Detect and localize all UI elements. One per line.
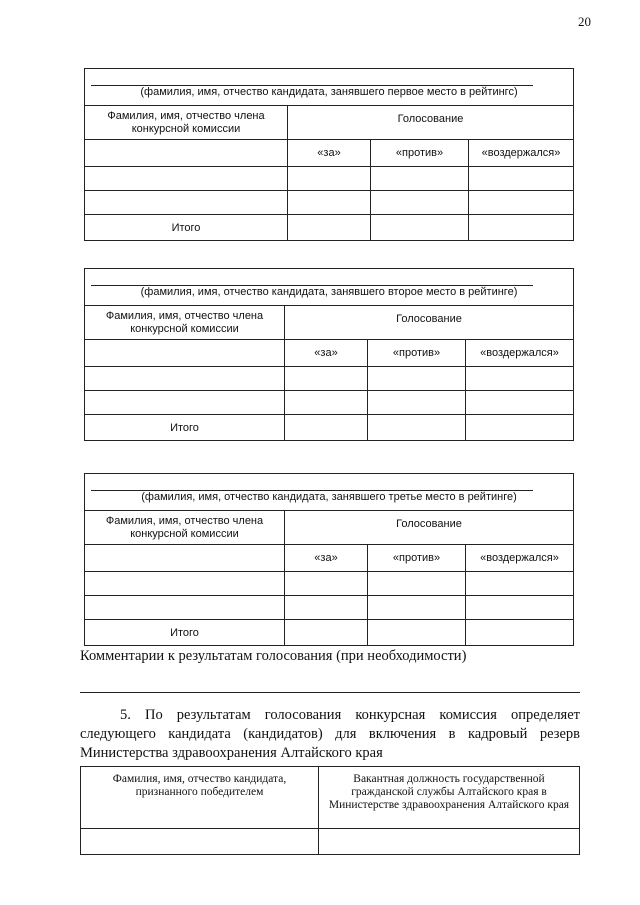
comments-label: Комментарии к результатам голосования (при необходимости)	[80, 648, 467, 664]
vote-grid	[84, 105, 574, 241]
col-against-header: «против»	[371, 140, 469, 167]
candidate-name-field	[84, 473, 574, 510]
table-row	[85, 367, 574, 391]
table-row	[85, 191, 574, 215]
total-label: Итого	[85, 415, 285, 441]
vote-grid	[84, 510, 574, 646]
table-row	[85, 167, 574, 191]
vote-table-third-place	[84, 473, 574, 646]
col-abstain-header: «воздержался»	[469, 140, 574, 167]
page-number: 20	[578, 14, 591, 29]
col-for-header: «за»	[288, 140, 371, 167]
table-row	[85, 572, 574, 596]
candidate-name-field	[84, 68, 574, 105]
col-against-header: «против»	[368, 545, 466, 572]
member-cell	[85, 140, 288, 167]
comments-line	[80, 692, 580, 693]
member-column-header: Фамилия, имя, отчество члена конкурсной комиссии	[85, 511, 285, 545]
col-abstain-header: «воздержался»	[466, 340, 574, 367]
candidate-caption: (фамилия, имя, отчество кандидата, занявшего первое место в рейтингс)	[140, 86, 518, 98]
voting-header: Голосование	[288, 106, 574, 140]
col-for-header: «за»	[285, 340, 368, 367]
reserve-position-header: Вакантная должность государственной гражданской службы Алтайского края в Министерстве здравоохранения Алтайского края	[319, 767, 580, 829]
member-cell	[85, 340, 285, 367]
reserve-table	[80, 766, 580, 855]
table-row	[81, 829, 580, 855]
member-cell	[85, 545, 285, 572]
member-column-header: Фамилия, имя, отчество члена конкурсной комиссии	[85, 306, 285, 340]
vote-table-second-place	[84, 268, 574, 441]
voting-header: Голосование	[285, 511, 574, 545]
paragraph-5	[80, 706, 580, 763]
voting-header: Голосование	[285, 306, 574, 340]
member-column-header: Фамилия, имя, отчество члена конкурсной комиссии	[85, 106, 288, 140]
total-label: Итого	[85, 215, 288, 241]
table-row	[85, 391, 574, 415]
total-label: Итого	[85, 620, 285, 646]
candidate-caption: (фамилия, имя, отчество кандидата, занявшего второе место в рейтинге)	[140, 286, 518, 298]
col-abstain-header: «воздержался»	[466, 545, 574, 572]
reserve-candidate-header: Фамилия, имя, отчество кандидата, признанного победителем	[81, 767, 319, 829]
table-row	[85, 596, 574, 620]
paragraph-5-text: 5. По результатам голосования конкурсная комиссия определяет следующего кандидата (кандидатов) для включения в кадровый резерв Министерства здравоохранения Алтайского края	[80, 707, 580, 761]
vote-grid	[84, 305, 574, 441]
col-for-header: «за»	[285, 545, 368, 572]
candidate-caption: (фамилия, имя, отчество кандидата, занявшего третье место в рейтинге)	[141, 491, 517, 503]
candidate-name-field	[84, 268, 574, 305]
vote-table-first-place	[84, 68, 574, 241]
col-against-header: «против»	[368, 340, 466, 367]
